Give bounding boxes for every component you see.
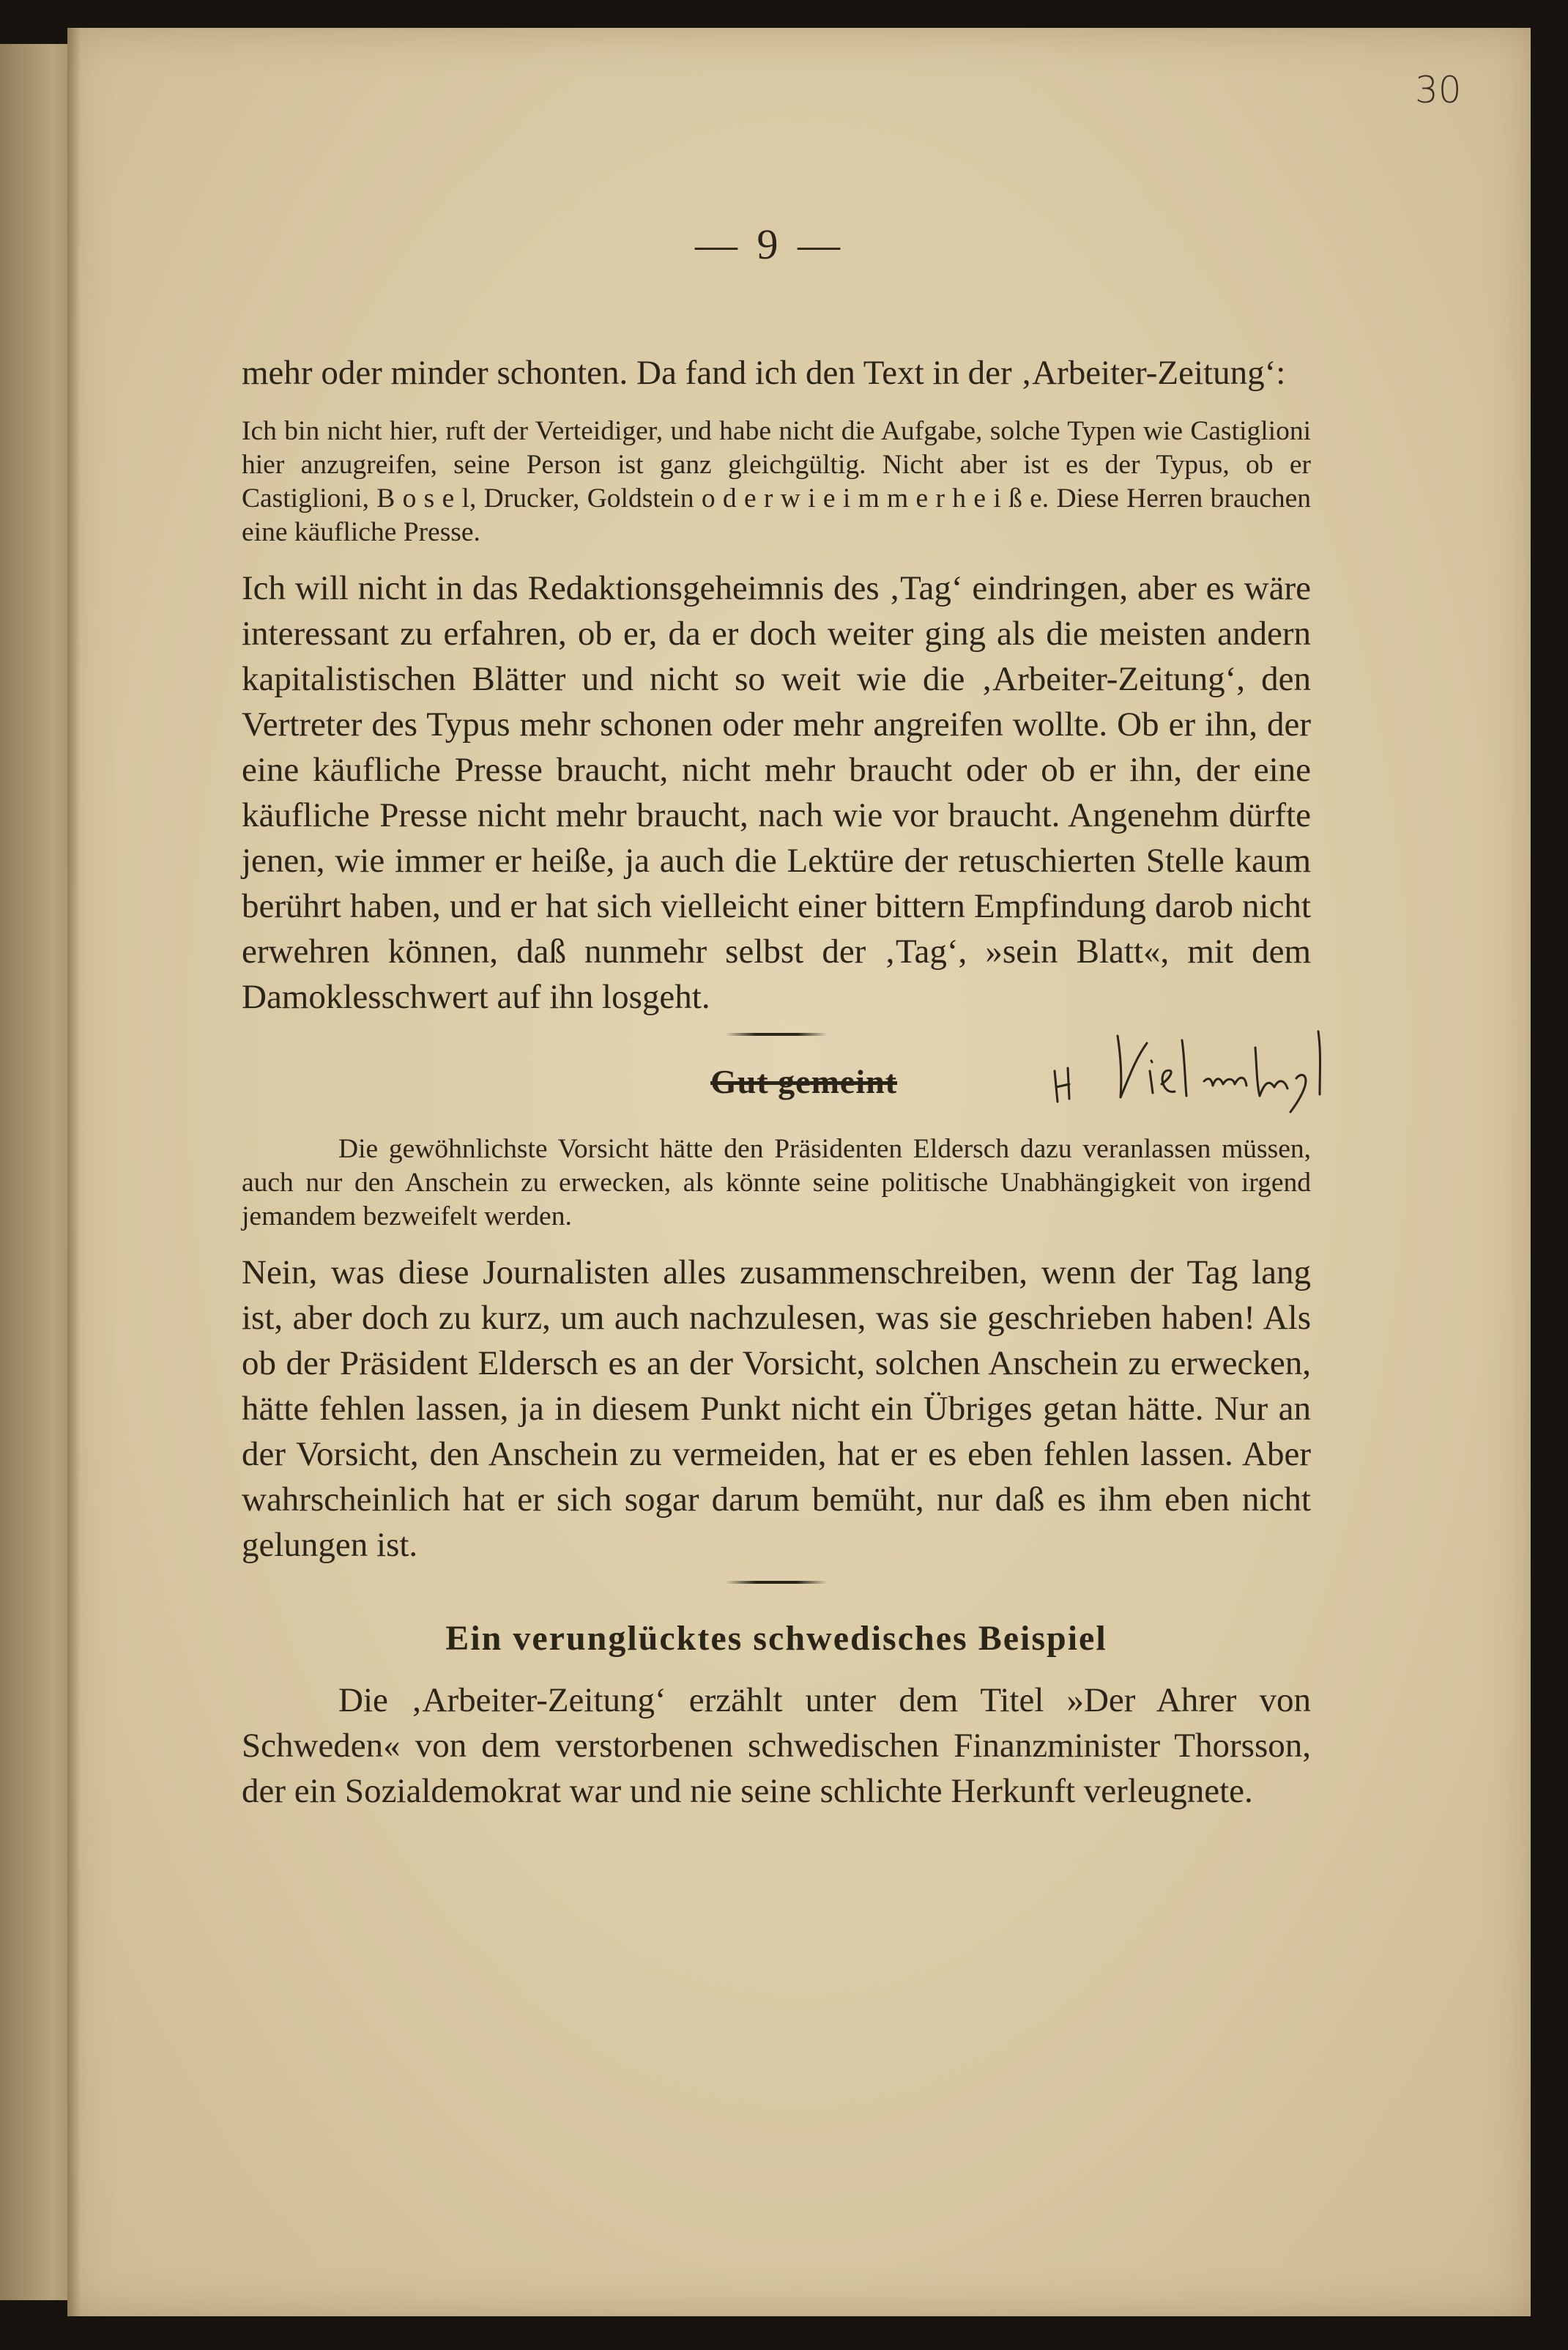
struck-heading: Gut gemeint [710,1063,898,1100]
document-page [67,28,1531,2316]
archive-page-number: 30 [1415,69,1462,111]
printed-page-number: — 9 — [695,220,844,268]
page-binding-shadow [67,28,81,2316]
paragraph-opening: mehr oder minder schonten. Da fand ich den Text in der ‚Arbeiter-Zeitung‘: [242,354,1286,392]
quote-verteidiger: Ich bin nicht hier, ruft der Verteidiger, und habe nicht die Aufgabe, solche Typen wie Castiglioni hier anzugreifen, seine Person ist ganz gleichgültig. Nicht aber ist es der Typus, ob er Castiglioni, B o s e l, Drucker, Goldstein o d e r w i e i m m e r h e i ß e. Diese Herren brauchen eine käufliche Presse. [242,416,1311,547]
handwritten-annotation-signature [1047,1026,1355,1113]
section-divider [725,1033,828,1036]
section-title: Ein verunglücktes schwedisches Beispiel [445,1619,1107,1658]
paragraph-redaktionsgeheimnis: Ich will nicht in das Redaktionsgeheimnis des ‚Tag‘ eindringen, aber es wäre interessant zu erfahren, ob er, da er doch weiter ging als die meisten andern kapitalistischen Blätter und nicht so weit wie die ‚Arbeiter-Zeitung‘, den Vertreter des Typus mehr schonen oder mehr angreifen wollte. Ob er ihn, der eine käufliche Presse braucht, nicht mehr braucht oder ob er ihn, der eine käufliche Presse nicht mehr braucht, nach wie vor braucht. Angenehm dürfte jenen, wie immer er heiße, ja auch die Lektüre der retuschierten Stelle kaum berührt haben, und er hat sich vielleicht einer bittern Empfindung darob nicht erwehren können, daß nunmehr selbst der ‚Tag‘, »sein Blatt«, mit dem Damoklesschwert auf ihn losgeht. [242,569,1311,1016]
quote-vorsicht: Die gewöhnlichste Vorsicht hätte den Präsidenten Eldersch dazu veranlassen müssen, auch nur den Anschein zu erwecken, als könnte seine politische Unabhängigkeit von irgend jemandem bezweifelt werden. [242,1134,1311,1231]
page-content [242,350,1311,1814]
struck-heading-row [242,1055,1311,1113]
paragraph-thorsson: Die ‚Arbeiter-Zeitung‘ erzählt unter dem Titel »Der Ahrer von Schweden« von dem verstorbenen schwedischen Finanzminister Thorsson, der ein Sozialdemokrat war und nie seine schlichte Herkunft verleugnete. [242,1681,1311,1810]
paragraph-journalisten: Nein, was diese Journalisten alles zusammenschreiben, wenn der Tag lang ist, aber doch zu kurz, um auch nachzulesen, was sie geschrieben haben! Als ob der Präsident Eldersch es an der Vorsicht, solchen Anschein zu erwecken, hätte fehlen lassen, ja in diesem Punkt nicht ein Übriges getan hätte. Nur an der Vorsicht, den Anschein zu vermeiden, hat er es eben fehlen lassen. Aber wahrscheinlich hat er sich sogar darum bemüht, nur daß es ihm eben nicht gelungen ist. [242,1253,1311,1564]
section-divider-2 [725,1581,828,1584]
